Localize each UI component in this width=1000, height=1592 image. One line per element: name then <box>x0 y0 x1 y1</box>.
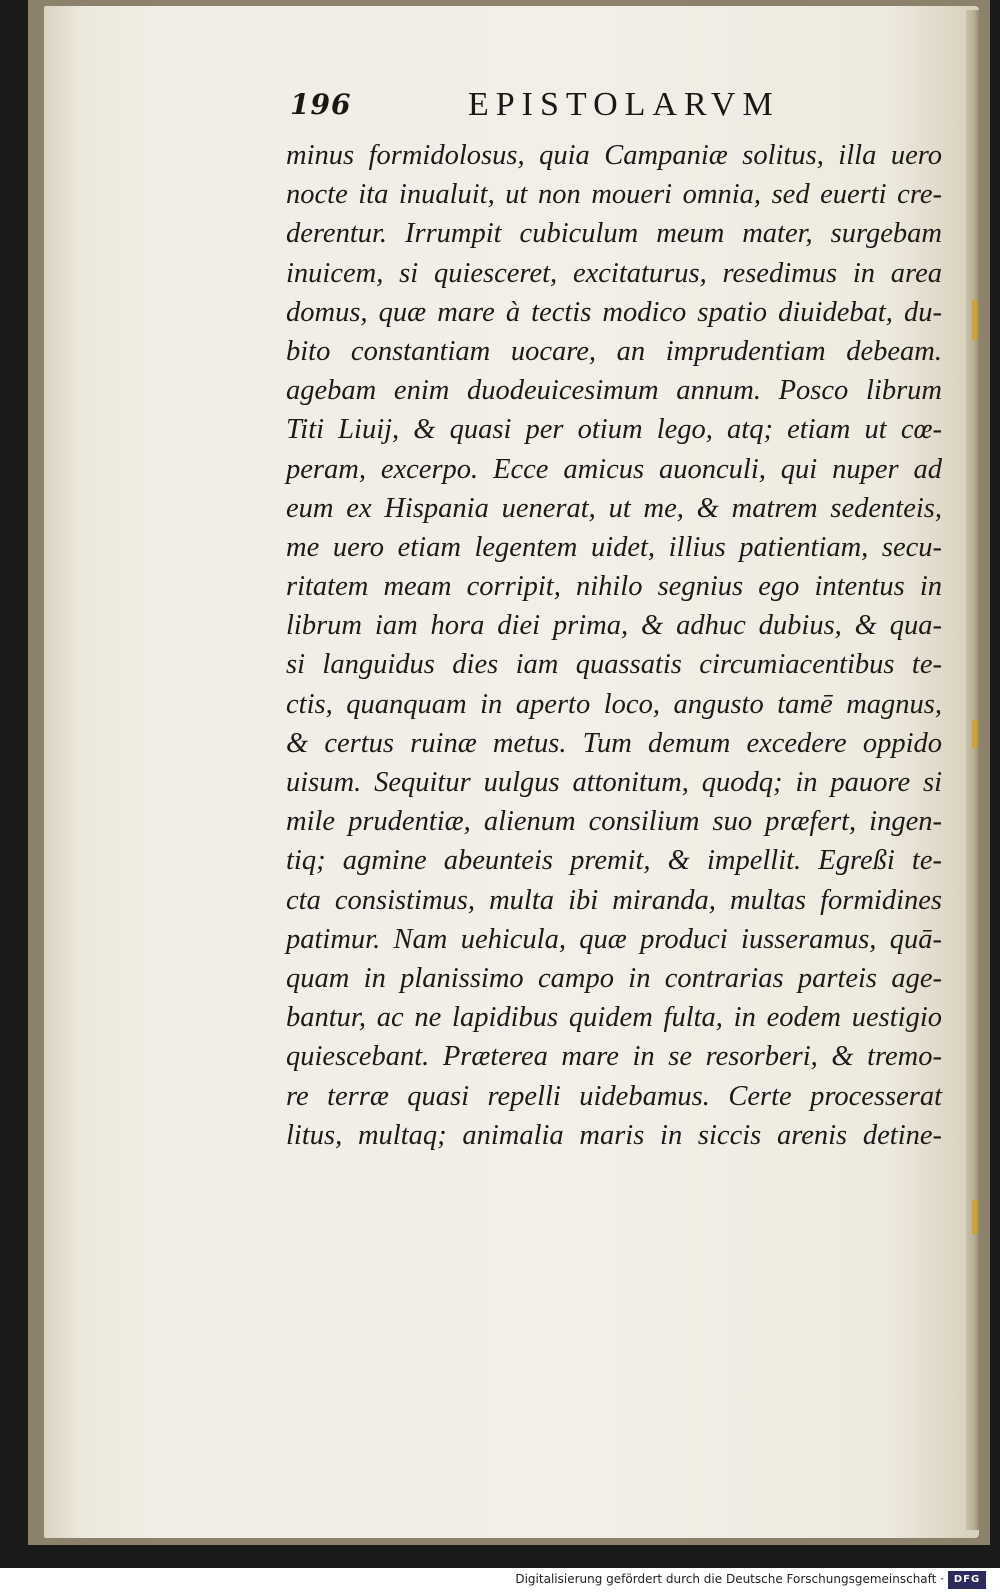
text-line: bito constantiam uocare, an imprudentiam debeam. <box>286 335 942 367</box>
text-line: & certus ruinæ metus. Tum demum excedere oppido <box>286 727 942 759</box>
text-line: cta consistimus, multa ibi miranda, multas formidines <box>286 884 942 916</box>
text-line: minus formidolosus, quia Campaniæ solitus, illa uero <box>286 140 942 171</box>
text-line: uisum. Sequitur uulgus attonitum, quodq; in pauore si <box>286 767 942 798</box>
page-edge <box>966 10 980 1530</box>
page-edge-mark <box>972 720 977 748</box>
page-number: 196 <box>290 88 352 121</box>
text-line: derentur. Irrumpit cubiculum meum mater, surgebam <box>286 218 942 250</box>
text-line: agebam enim duodeuicesimum annum. Posco librum <box>286 375 942 407</box>
text-line: quiescebant. Præterea mare in se resorberi, & tremo- <box>286 1041 942 1073</box>
page-header <box>290 82 790 132</box>
dfg-logo: DFG <box>948 1571 986 1589</box>
text-line: tiq; agmine abeunteis premit, & impellit. Egreßi te- <box>286 845 942 877</box>
text-line: eum ex Hispania uenerat, ut me, & matrem sedenteis, <box>286 492 942 524</box>
text-line: me uero etiam legentem uidet, illius patientiam, secu- <box>286 531 942 563</box>
text-line: quam in planissimo campo in contrarias parteis age- <box>286 962 942 994</box>
footer-bar <box>0 1568 1000 1592</box>
text-line: litus, multaq; animalia maris in siccis arenis detine- <box>286 1119 942 1151</box>
body-text <box>286 136 942 1155</box>
text-line: si languidus dies iam quassatis circumiacentibus te- <box>286 649 942 681</box>
text-line: ritatem meam corripit, nihilo segnius ego intentus in <box>286 571 942 603</box>
text-line: nocte ita inualuit, ut non moueri omnia, sed euerti cre- <box>286 179 942 211</box>
running-title: EPISTOLARVM <box>468 86 780 123</box>
funding-notice: Digitalisierung gefördert durch die Deutsche Forschungsgemeinschaft · <box>515 1572 944 1586</box>
text-line: mile prudentiæ, alienum consilium suo præfert, ingen- <box>286 806 942 838</box>
text-line: ctis, quanquam in aperto loco, angusto tamē magnus, <box>286 688 942 720</box>
page-edge-mark <box>972 1200 977 1234</box>
text-line: patimur. Nam uehicula, quæ produci iusseramus, quā- <box>286 923 942 955</box>
text-line: librum iam hora diei prima, & adhuc dubius, & qua- <box>286 610 942 642</box>
text-line: peram, excerpo. Ecce amicus auonculi, qui nuper ad <box>286 453 942 485</box>
text-line: bantur, ac ne lapidibus quidem fulta, in eodem uestigio <box>286 1002 942 1034</box>
text-line: inuicem, si quiesceret, excitaturus, resedimus in area <box>286 257 942 289</box>
text-line: Titi Liuij, & quasi per otium lego, atq; etiam ut cœ- <box>286 414 942 446</box>
text-line: re terræ quasi repelli uidebamus. Certe processerat <box>286 1080 942 1112</box>
page-edge-mark <box>972 300 977 340</box>
text-line: domus, quæ mare à tectis modico spatio diuidebat, du- <box>286 296 942 328</box>
